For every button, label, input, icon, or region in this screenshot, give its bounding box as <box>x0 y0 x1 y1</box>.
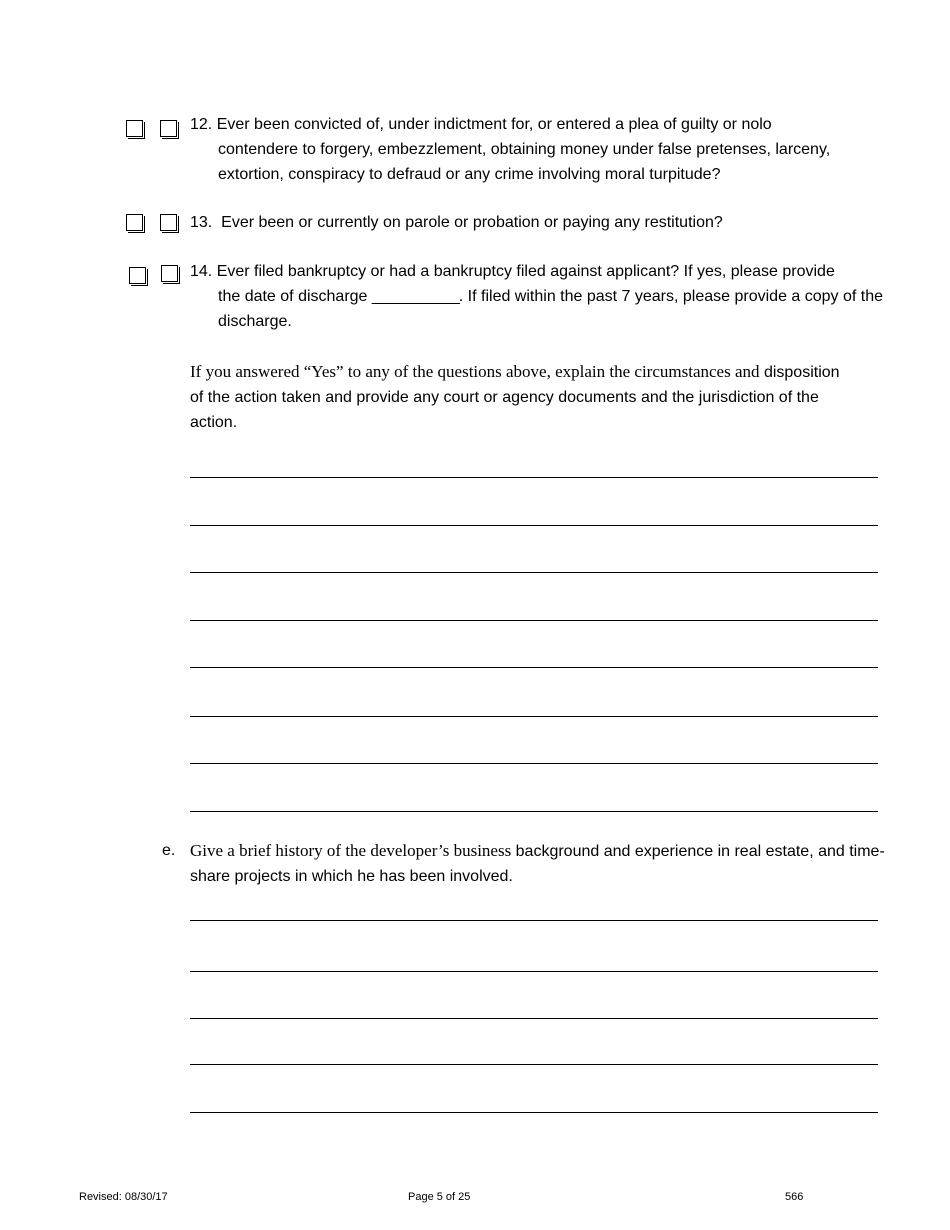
discharge-date-blank[interactable]: ___________ <box>371 288 459 305</box>
answer-line[interactable] <box>190 1064 878 1065</box>
item-e-rest-text: background and experience in real estate, and time-share projects in which he has been involved. <box>190 843 885 885</box>
question-number: 14. <box>190 263 213 280</box>
answer-line[interactable] <box>190 572 878 573</box>
item-e-text <box>190 838 890 889</box>
explanation-serif-text: If you answered “Yes” to any of the questions above, explain the circumstances and <box>190 362 760 381</box>
answer-line[interactable] <box>190 525 878 526</box>
explanation-instructions <box>190 359 850 435</box>
answer-line[interactable] <box>190 971 878 972</box>
no-checkbox-q13[interactable] <box>160 214 177 231</box>
footer-revised-date: Revised: 08/30/17 <box>79 1191 168 1203</box>
answer-line[interactable] <box>190 1018 878 1019</box>
discharge-note: . If filed within the past 7 years, please provide a copy of the discharge. <box>218 288 884 330</box>
question-line1: Ever been convicted of, under indictment for, or entered a plea of guilty or nolo <box>216 116 772 133</box>
answer-line[interactable] <box>190 920 878 921</box>
discharge-label: the date of discharge <box>218 288 368 305</box>
answer-line[interactable] <box>190 667 878 668</box>
answer-line[interactable] <box>190 620 878 621</box>
no-checkbox-q14[interactable] <box>161 265 178 282</box>
question-continuation <box>190 284 890 334</box>
question-line1: Ever filed bankruptcy or had a bankruptcy filed against applicant? If yes, please provide <box>216 263 835 280</box>
question-continuation: contendere to forgery, embezzlement, obtaining money under false pretenses, larceny, extortion, conspiracy to defraud or any crime involving moral turpitude? <box>218 141 831 183</box>
yes-checkbox-q13[interactable] <box>126 214 143 231</box>
question-13-text <box>190 210 890 235</box>
footer-form-number: 566 <box>785 1191 804 1203</box>
item-e-label: e. <box>162 842 176 859</box>
yes-checkbox-q14[interactable] <box>129 267 146 284</box>
question-line1: Ever been or currently on parole or probation or paying any restitution? <box>221 214 723 231</box>
answer-line[interactable] <box>190 1112 878 1113</box>
answer-line[interactable] <box>190 716 878 717</box>
question-number: 12. <box>190 116 213 133</box>
question-number: 13. <box>190 214 213 231</box>
footer-page-number: Page 5 of 25 <box>408 1191 471 1203</box>
item-e-serif-text: Give a brief history of the developer’s business <box>190 841 512 860</box>
answer-line[interactable] <box>190 477 878 478</box>
answer-line[interactable] <box>190 811 878 812</box>
no-checkbox-q12[interactable] <box>160 120 177 137</box>
yes-checkbox-q12[interactable] <box>126 120 143 137</box>
question-12-text <box>190 112 890 187</box>
explanation-rest-text: disposition of the action taken and provide any court or agency documents and the jurisdiction of the action. <box>190 364 840 431</box>
answer-line[interactable] <box>190 763 878 764</box>
question-14-text <box>190 259 890 334</box>
